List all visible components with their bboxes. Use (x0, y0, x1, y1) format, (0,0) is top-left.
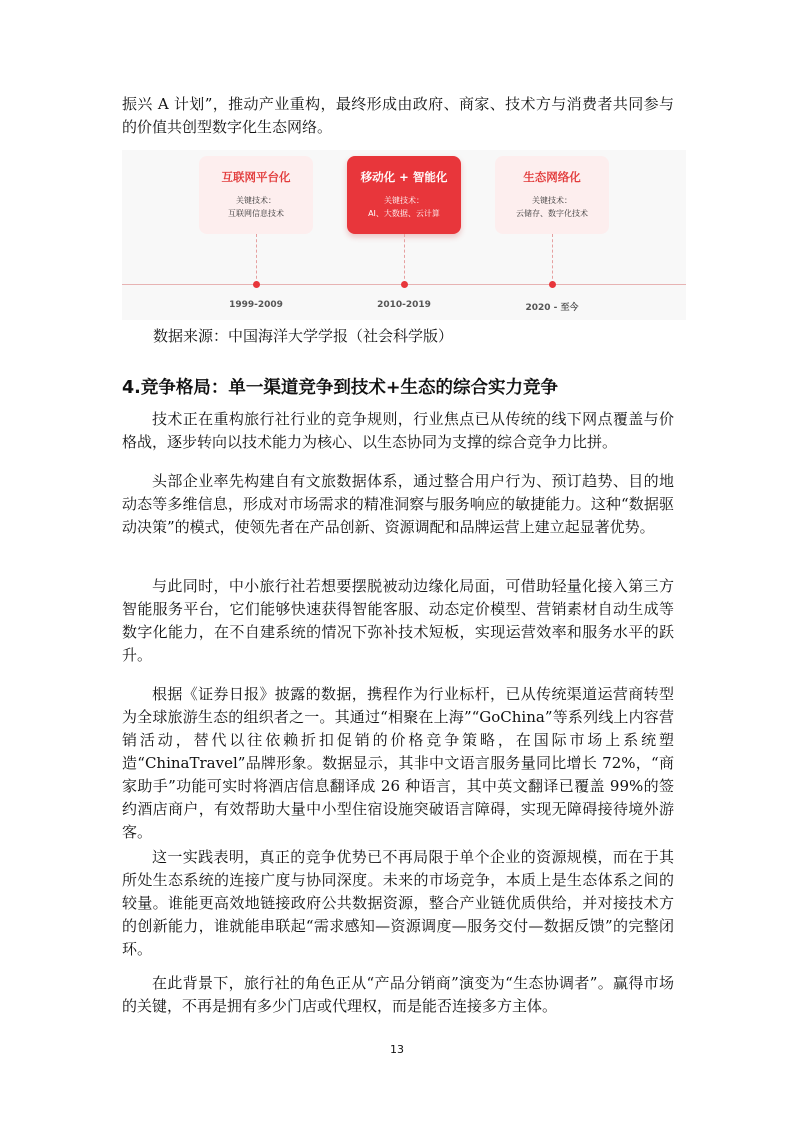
timeline-dot (401, 281, 408, 288)
stage-tech (199, 194, 313, 220)
body-paragraph: 头部企业率先构建自有文旅数据体系，通过整合用户行为、预订趋势、目的地动态等多维信息，形成对市场需求的精准洞察与服务响应的敏捷能力。这种“数据驱动决策”的模式，使领先者在产品创新、资源调配和品牌运营上建立起显著优势。 (122, 472, 674, 536)
stage-title: 互联网平台化 (221, 170, 291, 184)
stage-tech-desc: 云储存、数字化技术 (516, 209, 588, 218)
stage-card-mobile (347, 156, 461, 234)
stage-tech-label: 关键技术： (532, 196, 572, 205)
page-number: 13 (390, 1043, 404, 1056)
timeline-year: 2010-2019 (377, 300, 431, 310)
body-paragraph: 与此同时，中小旅行社若想要摆脱被动边缘化局面，可借助轻量化接入第三方智能服务平台，它们能够快速获得智能客服、动态定价模型、营销素材自动生成等数字化能力，在不自建系统的情况下弥补技术短板，实现运营效率和服务水平的跃升。 (122, 577, 674, 664)
stage-card-internet (199, 156, 313, 234)
stage-tech-desc: AI、大数据、云计算 (368, 209, 440, 218)
timeline-year: 2020 - 至今 (525, 303, 579, 313)
timeline-connector (552, 234, 553, 284)
data-source: 数据来源：中国海洋大学学报（社会科学版） (153, 327, 454, 345)
body-paragraph: 根据《证券日报》披露的数据，携程作为行业标杆，已从传统渠道运营商转型为全球旅游生态的组织者之一。其通过“相聚在上海”“GoChina”等系列线上内容营销活动，替代以往依赖折扣促销的价格竞争策略，在国际市场上系统塑造“ChinaTravel”品牌形象。数据显示，其非中文语言服务量同比增长 72%，“商家助手”功能可实时将酒店信息翻译成 26 种语言，其中英文翻译已覆盖 99%的签约酒店商户，有效帮助大量中小型住宿设施突破语言障碍，实现无障碍接待境外游客。 (122, 685, 674, 841)
stage-tech (347, 194, 461, 220)
section-heading: 4.竞争格局：单一渠道竞争到技术+生态的综合实力竞争 (122, 378, 558, 398)
stage-title: 移动化 + 智能化 (360, 170, 448, 184)
body-paragraph: 这一实践表明，真正的竞争优势已不再局限于单个企业的资源规模，而在于其所处生态系统的连接广度与协同深度。未来的市场竞争，本质上是生态体系之间的较量。谁能更高效地链接政府公共数据资源，整合产业链优质供给，并对接技术方的创新能力，谁就能串联起“需求感知—资源调度—服务交付—数据反馈”的完整闭环。 (122, 848, 674, 958)
timeline-year: 1999-2009 (229, 300, 283, 310)
timeline-dot (253, 281, 260, 288)
body-paragraph: 技术正在重构旅行社行业的竞争规则，行业焦点已从传统的线下网点覆盖与价格战，逐步转向以技术能力为核心、以生态协同为支撑的综合竞争力比拼。 (122, 410, 674, 451)
stage-card-ecosystem (495, 156, 609, 234)
stage-tech (495, 194, 609, 220)
stage-tech-desc: 互联网信息技术 (228, 209, 284, 218)
timeline-dot (549, 281, 556, 288)
body-paragraph: 在此背景下，旅行社的角色正从“产品分销商”演变为“生态协调者”。赢得市场的关键，不再是拥有多少门店或代理权，而是能否连接多方主体。 (122, 974, 674, 1015)
timeline-connector (256, 234, 257, 284)
intro-paragraph: 振兴 A 计划”，推动产业重构，最终形成由政府、商家、技术方与消费者共同参与的价值共创型数字化生态网络。 (122, 95, 674, 136)
stage-tech-label: 关键技术： (236, 196, 276, 205)
timeline-connector (404, 234, 405, 284)
stage-title: 生态网络化 (523, 170, 581, 184)
timeline-diagram (122, 150, 686, 320)
stage-tech-label: 关键技术： (384, 196, 424, 205)
